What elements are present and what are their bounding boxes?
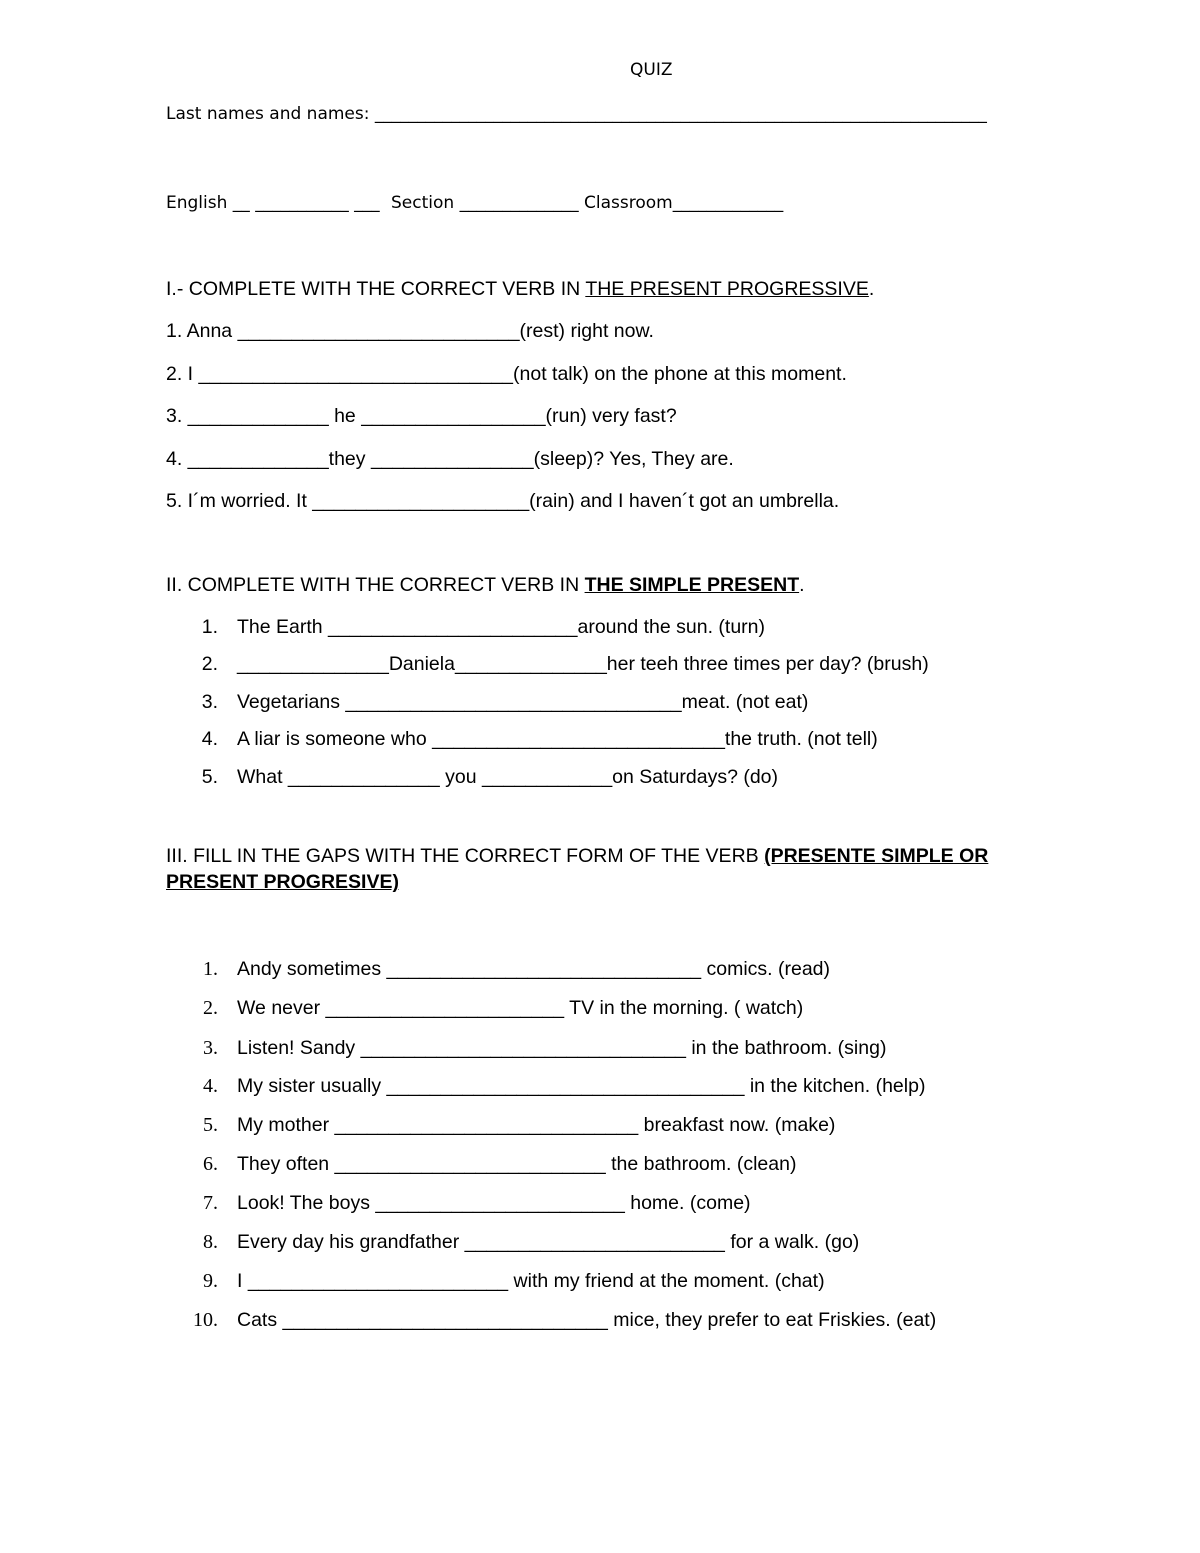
section3-heading-emph: (PRESENTE SIMPLE OR [764,845,989,867]
classroom-blank: _____________ [672,193,784,213]
section1-heading-suffix: . [868,278,875,300]
item-number: 8. [203,1231,218,1253]
item-number: 3. [203,1037,218,1059]
item-text: The Earth _______________________around the sun. (turn) [237,616,766,638]
item-number: 10. [193,1309,218,1331]
section1-item: 4. _____________they _______________(sleep)? Yes, They are. [166,448,734,470]
section1-heading-prefix: I.- COMPLETE WITH THE CORRECT VERB IN [166,278,586,300]
section-blank: ______________ [459,193,579,213]
item-number: 1. [203,958,218,980]
item-number: 3. [201,691,218,713]
names-line: Last names and names: ________________________________________________________________________ [166,104,987,124]
item-number: 5. [201,766,218,788]
item-text: We never ______________________ TV in the morning. ( watch) [237,997,804,1019]
section2-heading [166,574,805,597]
item-text: My sister usually _________________________________ in the kitchen. (help) [237,1075,926,1097]
section3-heading-prefix: III. FILL IN THE GAPS WITH THE CORRECT FORM OF THE VERB [166,845,765,867]
english-blank: __ ___________ ___ [232,193,380,213]
item-text: ______________Daniela______________her teeh three times per day? (brush) [237,653,929,675]
section-label: Section [391,193,455,213]
item-number: 2. [203,997,218,1019]
item-text: Cats ______________________________ mice, they prefer to eat Friskies. (eat) [237,1309,937,1331]
item-text: Look! The boys _______________________ home. (come) [237,1192,751,1214]
section1-item: 2. I _____________________________(not talk) on the phone at this moment. [166,363,847,385]
item-number: 9. [203,1270,218,1292]
section1-item: 1. Anna __________________________(rest) right now. [166,320,654,342]
item-text: What ______________ you ____________on Saturdays? (do) [237,766,779,788]
item-text: Every day his grandfather ________________________ for a walk. (go) [237,1231,860,1253]
section2-heading-prefix: II. COMPLETE WITH THE CORRECT VERB IN [166,574,585,596]
item-number: 6. [203,1153,218,1175]
meta-row [166,193,783,213]
item-text: I ________________________ with my friend at the moment. (chat) [237,1270,825,1292]
item-number: 4. [203,1075,218,1097]
section1-heading-emph: THE PRESENT PROGRESSIVE [585,278,869,300]
quiz-title: QUIZ [630,60,673,80]
item-number: 4. [201,728,218,750]
item-text: My mother ____________________________ breakfast now. (make) [237,1114,836,1136]
section3-heading-line2: PRESENT PROGRESIVE) [166,871,399,893]
english-label: English [166,193,228,213]
item-text: A liar is someone who ___________________________the truth. (not tell) [237,728,878,750]
item-text: Listen! Sandy ______________________________ in the bathroom. (sing) [237,1037,887,1059]
item-text: Vegetarians _______________________________meat. (not eat) [237,691,809,713]
classroom-label: Classroom [584,193,673,213]
item-text: Andy sometimes _____________________________ comics. (read) [237,958,830,980]
item-number: 5. [203,1114,218,1136]
item-text: They often _________________________ the bathroom. (clean) [237,1153,797,1175]
section1-item: 5. I´m worried. It ____________________(rain) and I haven´t got an umbrella. [166,490,840,512]
item-number: 2. [201,653,218,675]
item-number: 7. [203,1192,218,1214]
section1-item: 3. _____________ he _________________(run) very fast? [166,405,677,427]
section3-heading-line1 [166,845,988,868]
section1-heading [166,278,874,301]
section2-heading-emph: THE SIMPLE PRESENT [584,574,800,596]
section2-heading-suffix: . [799,574,805,596]
item-number: 1. [201,616,218,638]
